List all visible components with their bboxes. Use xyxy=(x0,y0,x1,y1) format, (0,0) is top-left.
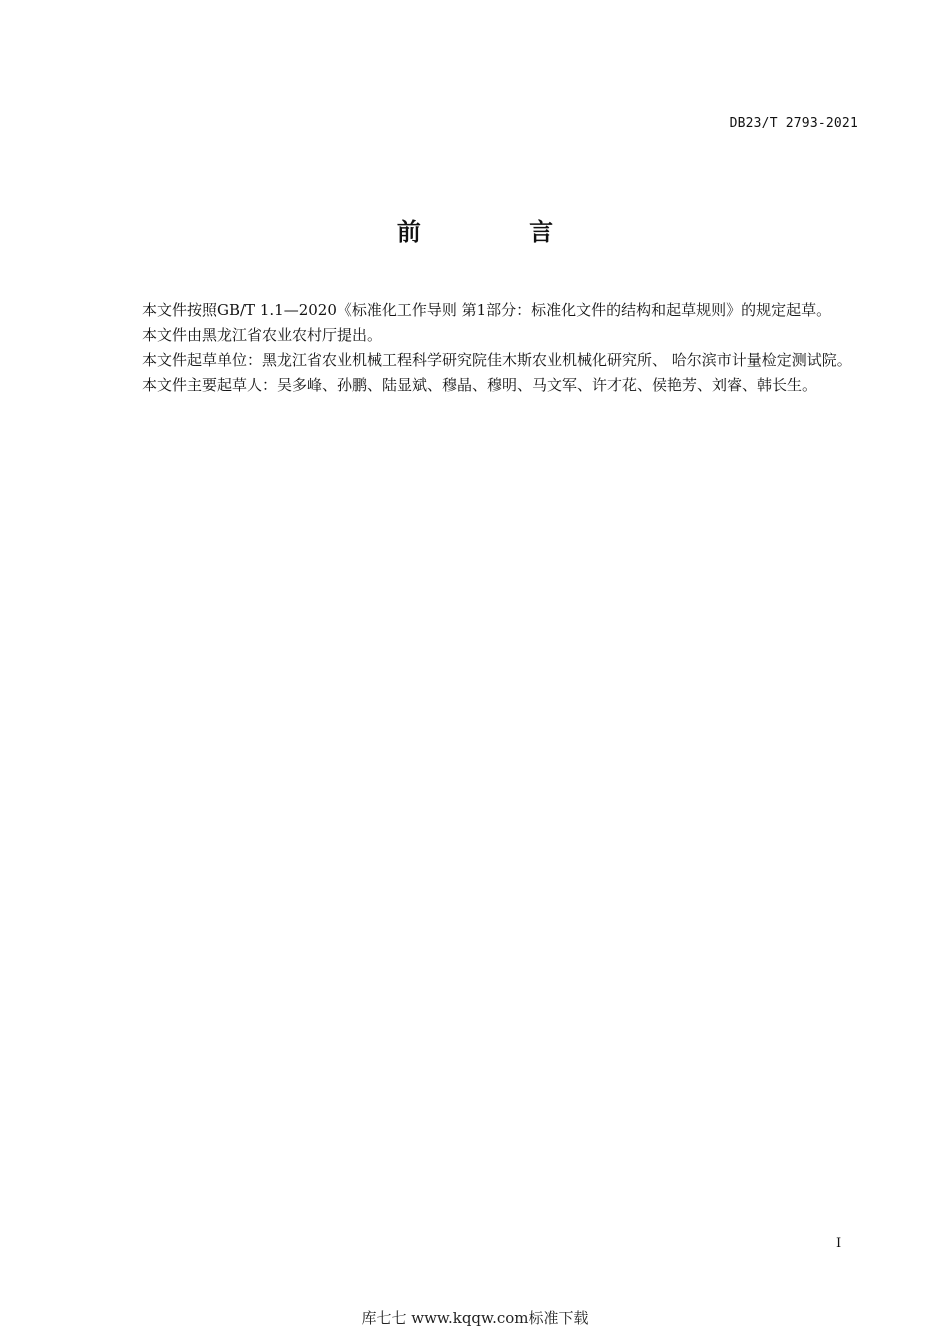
paragraph-proposer: 本文件由黑龙江省农业农村厅提出。 xyxy=(142,326,383,344)
paragraph-drafting-basis: 本文件按照GB/T 1.1—2020《标准化工作导则 第1部分：标准化文件的结构和起草规则》的规定起草。 xyxy=(142,301,832,319)
page-number: I xyxy=(836,1236,842,1251)
foreword-body xyxy=(112,298,859,398)
foreword-title: 前 言 xyxy=(396,218,604,246)
paragraph-drafting-units: 本文件起草单位：黑龙江省农业机械工程科学研究院佳木斯农业机械化研究所、 哈尔滨市计量检定测试院。 xyxy=(142,351,852,369)
watermark-text: 库七七 www.kqqw.com标准下载 xyxy=(361,1309,589,1327)
document-code: DB23/T 2793-2021 xyxy=(729,116,858,131)
paragraph-drafters: 本文件主要起草人：吴多峰、孙鹏、陆显斌、穆晶、穆明、马文军、许才花、侯艳芳、刘睿、韩长生。 xyxy=(142,376,818,394)
